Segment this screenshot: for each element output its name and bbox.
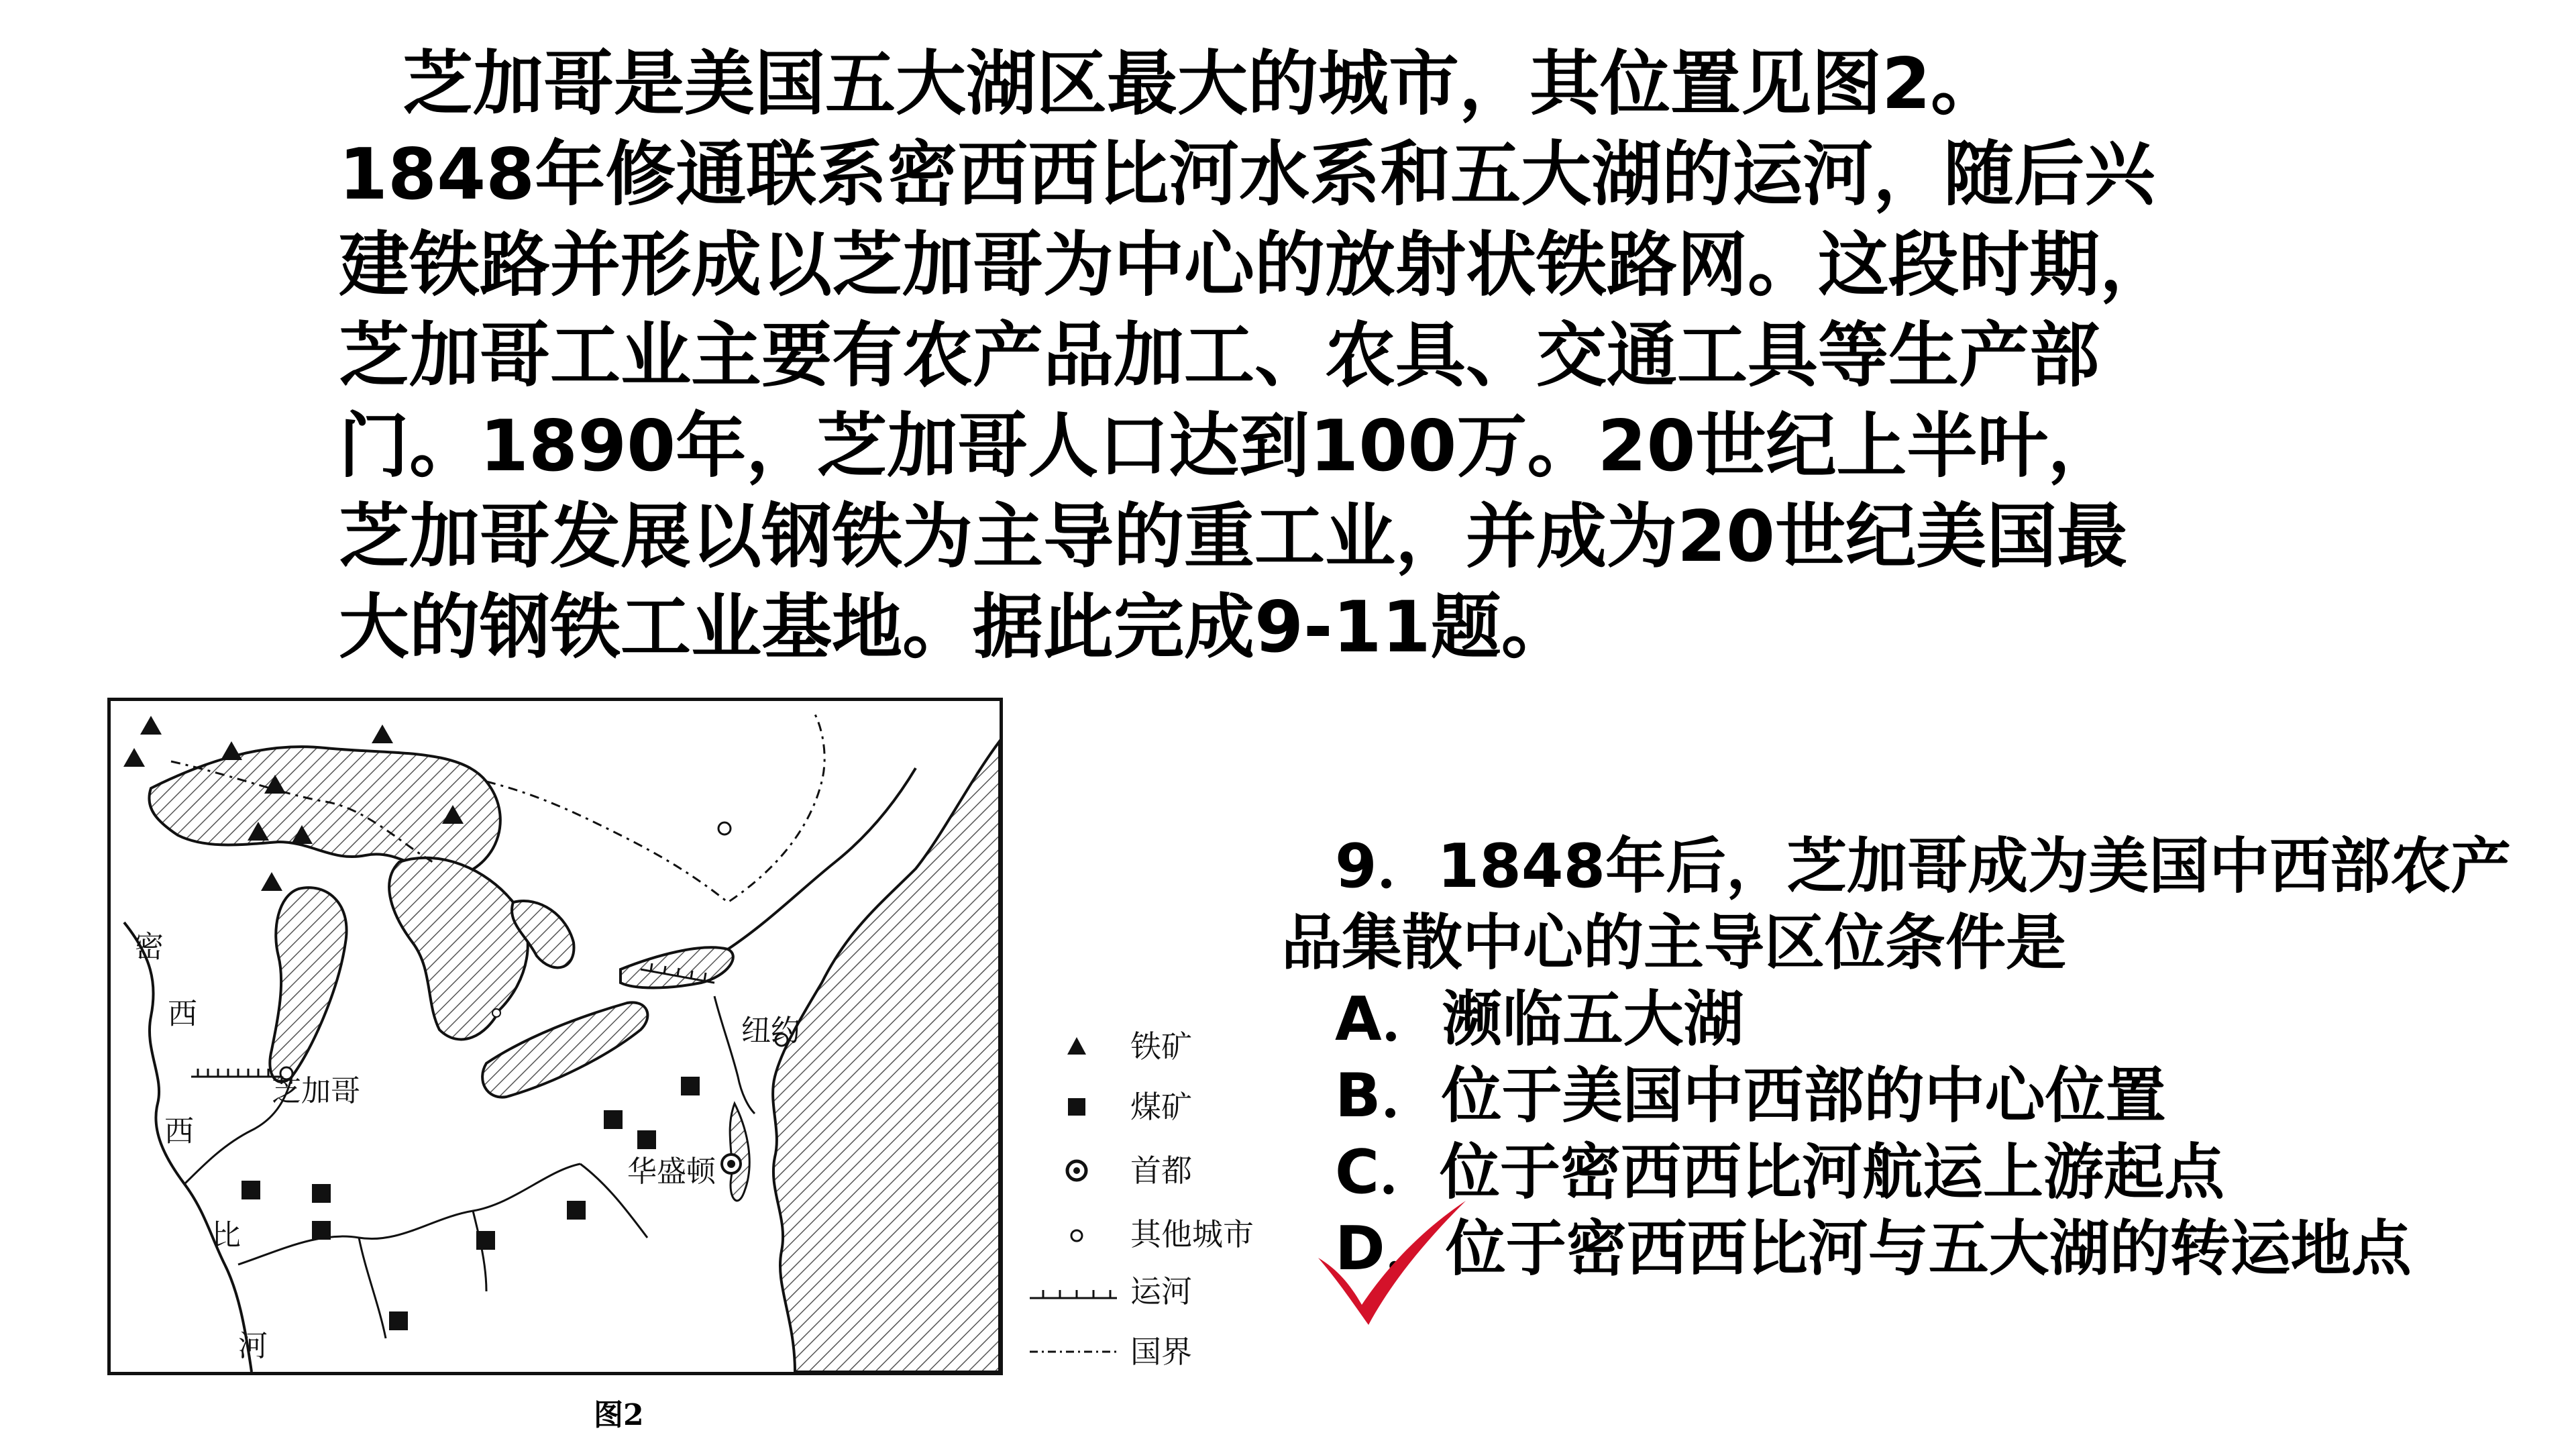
question-block (1281, 828, 2569, 1287)
passage-line: 芝加哥发展以钢铁为主导的重工业，并成为20世纪美国最 (339, 496, 2128, 578)
legend-capital-label: 首都 (1130, 1152, 1192, 1189)
legend-capital (1013, 1150, 1281, 1191)
capital-icon (1053, 1150, 1100, 1191)
map-drawing (111, 701, 1000, 1372)
coal-mine-marker (476, 1231, 495, 1250)
chesapeake-bay (730, 1104, 749, 1201)
river-char: 西 (168, 997, 197, 1031)
coal-mine-markers (241, 1077, 700, 1330)
passage-line: 大的钢铁工业基地。据此完成9-11题。 (339, 586, 1572, 668)
coal-mine-marker (312, 1221, 331, 1240)
montreal-city-marker (718, 822, 731, 835)
option-d[interactable]: D．位于密西西比河与五大湖的转运地点 (1335, 1214, 2412, 1284)
coal-mine-marker (637, 1130, 656, 1149)
legend-coal-label: 煤矿 (1130, 1089, 1192, 1125)
coal-mine-marker (604, 1110, 623, 1129)
river-char: 西 (164, 1114, 194, 1148)
figure-caption: 图2 (594, 1398, 644, 1432)
passage-line: 芝加哥工业主要有农产品加工、农具、交通工具等生产部 (339, 315, 2100, 396)
coal-mine-marker (681, 1077, 700, 1095)
iron-ore-icon (1053, 1026, 1100, 1067)
coal-mine-marker (567, 1201, 586, 1220)
chicago-label: 芝加哥 (272, 1074, 360, 1108)
washington-label: 华盛顿 (627, 1155, 716, 1189)
passage-line: 建铁路并形成以芝加哥为中心的放射状铁路网。这段时期， (339, 224, 2171, 306)
ohio-river (238, 1164, 580, 1265)
newyork-label: 纽约 (741, 1014, 800, 1048)
legend-canal (1013, 1271, 1281, 1311)
legend-iron (1013, 1026, 1281, 1067)
check-icon (1315, 1194, 1469, 1328)
question-stem: 9．1848年后，芝加哥成为美国中西部农产 (1335, 831, 2512, 902)
coal-mine-marker (312, 1184, 331, 1203)
coal-mine-marker (241, 1181, 260, 1199)
iron-ore-marker (261, 872, 282, 891)
atlantic-ocean (773, 741, 1000, 1372)
iron-ore-marker (123, 748, 145, 767)
legend-border (1013, 1332, 1281, 1372)
iron-ore-marker (221, 741, 242, 760)
river-char: 河 (238, 1329, 268, 1363)
map-figure (107, 698, 1003, 1375)
legend-iron-label: 铁矿 (1130, 1028, 1192, 1065)
coal-mine-icon (1053, 1087, 1100, 1127)
city-icon (1053, 1214, 1100, 1254)
passage-line: 1848年修通联系密西西比河水系和五大湖的运河，随后兴 (339, 133, 2155, 215)
legend-canal-label: 运河 (1130, 1273, 1192, 1309)
option-c[interactable]: C．位于密西西比河航运上游起点 (1335, 1137, 2225, 1208)
lake-superior (149, 747, 500, 875)
question-stem-cont: 品集散中心的主导区位条件是 (1281, 908, 2066, 978)
legend-border-label: 国界 (1130, 1334, 1192, 1370)
lake-erie (482, 1002, 647, 1097)
option-a[interactable]: A．濒临五大湖 (1335, 984, 1744, 1055)
river-char: 比 (211, 1218, 241, 1252)
iron-ore-marker (372, 724, 393, 743)
coal-mine-marker (389, 1311, 408, 1330)
river-char: 密 (134, 930, 164, 964)
iron-ore-marker (140, 716, 162, 735)
passage-line: 芝加哥是美国五大湖区最大的城市，其位置见图2。 (402, 43, 2002, 125)
legend-city-label: 其他城市 (1130, 1216, 1254, 1252)
legend-city (1013, 1214, 1281, 1254)
canal-icon (1026, 1271, 1120, 1311)
lake-michigan (270, 888, 346, 1082)
lake-ontario (621, 947, 733, 987)
passage-line: 门。1890年，芝加哥人口达到100万。20世纪上半叶， (339, 405, 2118, 487)
border-icon (1026, 1332, 1120, 1372)
option-b[interactable]: B．位于美国中西部的中心位置 (1335, 1061, 2166, 1131)
legend-coal (1013, 1087, 1281, 1127)
lake-huron (389, 858, 528, 1040)
passage-text (339, 39, 2318, 673)
map-legend (1013, 1026, 1281, 1375)
